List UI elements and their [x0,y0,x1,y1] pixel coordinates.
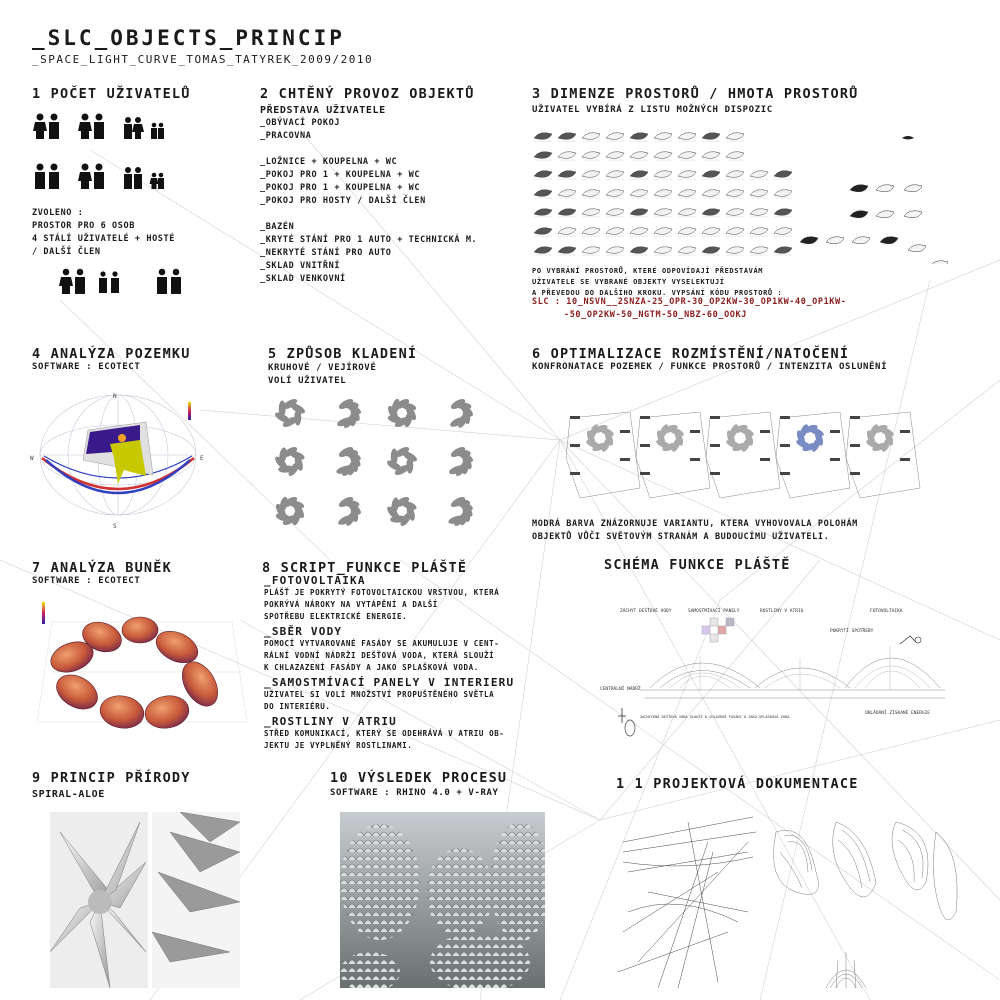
section-10-title: 10 VÝSLEDEK PROCESU [330,770,508,786]
volume-thumbnail [558,209,576,217]
volume-thumbnail [558,152,576,160]
volume-thumbnail [630,152,648,160]
volume-thumbnail [750,171,768,179]
person-pair-icon [33,114,59,140]
facade-function-heading: _SBĚR VODY [264,625,343,638]
layout-variant [385,495,418,528]
volume-thumbnail [582,133,600,141]
volume-thumbnail [558,133,576,141]
optimization-variant [776,412,850,498]
optimization-variant [706,412,780,498]
layout-variant [337,495,363,527]
volume-thumbnail [534,152,552,160]
volume-thumbnail [702,228,720,236]
volume-thumbnail [558,228,576,236]
volume-thumbnail [654,228,672,236]
facade-function-heading: _SAMOSTMÍVACÍ PANELY V INTERIERU [264,676,515,689]
compass-s: S [113,523,117,530]
volume-thumbnail [630,209,648,217]
selected-volume [880,237,898,244]
person-pair-icon [124,117,144,139]
volume-thumbnail [678,190,696,198]
section-9-title: 9 PRINCIP PŘÍRODY [32,770,191,786]
compass-n: N [113,393,117,400]
program-list [260,117,477,286]
layout-variant [449,397,475,429]
volume-thumbnail [534,247,552,255]
schema-label: ROSTLINY V ATRIU [760,609,804,614]
chosen-users-pictogram [58,268,198,298]
text-line: POMOCÍ VYTVAROVANÉ FASÁDY SE AKUMULUJE V CENT- [264,639,500,648]
page-subtitle: _SPACE_LIGHT_CURVE_TOMAS_TATYREK_2009/2010 [32,53,374,66]
program-spacer [260,208,477,221]
selected-volume [930,261,948,264]
section-6-note [532,518,858,544]
person-pair-icon [124,167,142,189]
volume-thumbnail [702,190,720,198]
text-line: VOLÍ UŽIVATEL [268,376,347,386]
section-4-title: 4 ANALÝZA POZEMKU [32,346,191,362]
volume-thumbnail [558,247,576,255]
choice-line: ZVOLENO : [32,208,84,218]
volume-thumbnail [750,247,768,255]
section-10-subtitle: SOFTWARE : RHINO 4.0 + V-RAY [330,788,499,798]
person-pair-icon [78,114,104,140]
volume-thumbnail [654,133,672,141]
volume-thumbnail [534,171,552,179]
volume-thumbnail [582,152,600,160]
section-11-title: 1 1 PROJEKTOVÁ DOKUMENTACE [616,776,859,792]
schema-label: ZACHYCENÁ DEŠŤOVÁ VODA SLOUŽÍ K CHLAZENÍ FASÁDY A JAKO SPLAŠKOVÁ VODA [640,715,790,719]
program-item: _PRACOVNA [260,131,312,141]
section-2-subtitle: PŘEDSTAVA UŽIVATELE [260,105,386,116]
schema-label: POKRYTÍ SPOTŘEBY [830,629,874,634]
optimization-variant [846,412,920,498]
volume-thumbnail [726,133,744,141]
volume-thumbnail [582,190,600,198]
child-pair-icon [151,123,164,139]
volume-thumbnail [678,228,696,236]
volume-thumbnail [678,171,696,179]
text-line: K CHLAZAZENÍ FASÁDY A JAKO SPLAŠKOVÁ VODA. [264,663,479,672]
volume-thumbnail [726,209,744,217]
facade-function-heading: _ROSTLINY V ATRIU [264,715,397,728]
volume-thumbnail [654,247,672,255]
volume-thumbnail [774,190,792,198]
volume-thumbnail [606,247,624,255]
schema-label: SAMOSTMÍVACÍ PANELY [688,609,740,614]
volume-thumbnail [534,209,552,217]
volume-thumbnail [726,152,744,160]
volume-thumbnail [750,209,768,217]
volume-thumbnail [678,133,696,141]
schema-label: CENTRÁLNÍ NÁDRŽ [600,687,641,692]
volume-thumbnail [726,228,744,236]
volume-thumbnail [606,152,624,160]
selected-volume [902,136,914,140]
space-volumes-catalog [530,122,960,264]
final-render [340,812,545,988]
layout-variant [447,495,474,528]
volume-thumbnail [630,247,648,255]
volume-thumbnail [774,247,792,255]
text-line: JEKTU JE VYPLNĚNÝ ROSTLINAMI. [264,741,413,750]
note-line: PO VYBRÁNÍ PROSTORŮ, KTERÉ ODPOVÍDAJÍ PŘEDSTAVÁM [532,267,764,275]
schema-label: FOTOVOLTAIKA [870,609,903,614]
choice-line: PROSTOR PRO 6 OSOB [32,221,135,231]
person-pair-icon [78,164,104,190]
volume-thumbnail [678,152,696,160]
layout-variants-grid [262,395,502,535]
layout-variant [448,445,475,478]
layout-variant [274,495,306,527]
layout-variant [386,397,418,429]
users-pictogram-grid [32,112,192,202]
section-7-subtitle: SOFTWARE : ECOTECT [32,576,141,586]
layout-variant [386,445,419,477]
volume-thumbnail [702,247,720,255]
documentation-drawing-2 [766,812,962,988]
layout-variant [335,445,362,478]
volume-thumbnail [606,190,624,198]
selected-volume [850,185,868,192]
volume-thumbnail [582,247,600,255]
volume-thumbnail [678,209,696,217]
program-item: _SKLAD VNITŘNÍ [260,261,341,271]
compass-w: W [30,455,34,462]
volume-thumbnail [774,171,792,179]
section-6-title: 6 OPTIMALIZACE ROZMÍSTĚNÍ/NATOČENÍ [532,346,850,362]
selected-volume [876,211,894,218]
note-line: MODRÁ BARVA ZNÁZORNUJE VARIANTU, KTERA VYHOVOVALA POLOHÁM [532,519,858,529]
site-analysis-diagram [28,380,208,530]
section-9-subtitle: SPIRAL-ALOE [32,789,105,800]
volume-thumbnail [534,133,552,141]
space-code [532,296,846,322]
volume-thumbnail [606,228,624,236]
space-code-line-1: SLC : 10_NSVN__2SNZA-25_OPR-30_OP2KW-30_OP1KW-40_OP1KW- [532,297,847,307]
optimization-variant [566,412,640,498]
program-item: _POKOJ PRO 1 + KOUPELNA + WC [260,183,421,193]
volume-thumbnail [606,133,624,141]
section-1-choice [32,207,175,259]
selected-volume [826,237,844,244]
volume-thumbnail [630,133,648,141]
text-line: DO INTERIÉRU. [264,702,331,711]
schema-label: UKLÁDÁNÍ ZÍSKANÉ ENERGIE [865,711,931,716]
section-3-title: 3 DIMENZE PROSTORŮ / HMOTA PROSTORŮ [532,86,859,102]
program-item: _BAZÉN [260,222,295,232]
documentation-drawing-1 [618,812,758,988]
text-line: RÁLNÍ VODNÍ NÁDRŽI DEŠŤOVÁ VODA, KTERÁ SLOUŽÍ [264,651,495,660]
section-4-subtitle: SOFTWARE : ECOTECT [32,362,141,372]
optimization-variant [636,412,710,498]
volume-thumbnail [726,171,744,179]
volume-thumbnail [678,247,696,255]
note-line: UŽIVATELE SE VYBRANÉ OBJEKTY VYSELEKTUJÍ [532,278,725,286]
text-line: STŘED KOMUNIKACÍ, KTERÝ SE ODEHRÁVÁ V ATRIU OB- [264,729,505,738]
volume-thumbnail [726,247,744,255]
volume-thumbnail [750,228,768,236]
text-line: PLÁŠŤ JE POKRYTÝ FOTOVOLTAICKOU VRSTVOU, KTERÁ [264,588,500,597]
compass-e: E [200,455,204,462]
section-3-subtitle: UŽIVATEL VYBÍRÁ Z LISTU MOŽNÝCH DISPOZIC [532,105,773,115]
volume-thumbnail [702,171,720,179]
note-line: A PŘEVEDOU DO DALŠÍHO KROKU. VYPSÁNÍ KÓDU PROSTORŮ : [532,289,783,297]
selected-volume [852,237,870,244]
volume-thumbnail [558,171,576,179]
volume-thumbnail [702,152,720,160]
volume-thumbnail [630,171,648,179]
volume-thumbnail [750,190,768,198]
text-line: SPOTŘEBU ELEKTRICKÉ ENERGIE. [264,612,408,621]
text-line: UŽIVATEL SI VOLÍ MNOŽSTVÍ PROPUŠTĚNÉHO SVĚTLA [264,690,495,699]
program-item: _OBÝVACÍ POKOJ [260,118,341,128]
section-8-text [264,574,594,752]
volume-thumbnail [558,190,576,198]
choice-line: / DALŠÍ ČLEN [32,247,101,257]
text-line: POKRÝVÁ NÁROKY NA VYTÁPĚNÍ A DALŠÍ [264,600,438,609]
volume-thumbnail [654,171,672,179]
volume-thumbnail [654,152,672,160]
layout-variant [274,397,307,429]
volume-thumbnail [534,228,552,236]
volume-thumbnail [606,171,624,179]
selected-volume [850,211,868,218]
facade-function-heading: _FOTOVOLTAIKA [264,574,366,587]
schema-label: ZÁCHYT DEŠŤOVÉ VODY [620,609,672,614]
program-item: _SKLAD VENKOVNÍ [260,274,346,284]
optimization-variants [560,398,960,508]
volume-thumbnail [702,209,720,217]
choice-line: 4 STÁLÍ UŽIVATELÉ + HOSTÉ [32,234,175,244]
child-pair-icon [150,173,165,189]
selected-volume [800,237,818,244]
program-item: _KRYTÉ STÁNÍ PRO 1 AUTO + TECHNICKÁ M. [260,235,478,245]
volume-thumbnail [582,209,600,217]
section-5-text [268,362,376,388]
program-item: _LOŽNICE + KOUPELNA + WC [260,157,398,167]
section-8-title: 8 SCRIPT_FUNKCE PLÁŠTĚ [262,560,468,576]
section-2-title: 2 CHTĚNÝ PROVOZ OBJEKTŮ [260,86,475,102]
note-line: OBJEKTŮ VŮČI SVĚTOVÝM STRANÁM A BUDOUCÍMU UŽIVATELI. [532,532,830,542]
section-7-title: 7 ANALÝZA BUNĚK [32,560,172,576]
schema-title: SCHÉMA FUNKCE PLÁŠTĚ [604,557,791,573]
volume-thumbnail [630,228,648,236]
section-3-notes [532,266,782,299]
layout-variant [336,397,363,430]
space-code-line-2: -50_OP2KW-50_NGTM-50_NBZ-60_OOKJ [564,310,747,320]
program-item: _POKOJ PRO 1 + KOUPELNA + WC [260,170,421,180]
section-6-subtitle: KONFRONATACE POZEMEK / FUNKCE PROSTORŮ / INTENZITA OSLUNĚNÍ [532,362,888,372]
volume-thumbnail [774,209,792,217]
selected-volume [904,211,922,218]
layout-variant [273,445,306,478]
volume-thumbnail [534,190,552,198]
selected-volume [908,245,926,252]
person-pair-icon [35,164,59,190]
volume-thumbnail [654,190,672,198]
volume-thumbnail [582,171,600,179]
volume-thumbnail [726,190,744,198]
volume-thumbnail [774,228,792,236]
text-line: KRUHOVÉ / VEJÍROVÉ [268,363,377,373]
program-spacer [260,143,477,156]
volume-thumbnail [654,209,672,217]
selected-volume [876,185,894,192]
facade-function-schema [600,598,960,748]
selected-volume [904,185,922,192]
program-item: _NEKRYTÉ STÁNÍ PRO AUTO [260,248,392,258]
volume-thumbnail [630,190,648,198]
spiral-aloe-photos [50,812,240,988]
volume-thumbnail [702,133,720,141]
section-5-title: 5 ZPŮSOB KLADENÍ [268,346,418,362]
cell-analysis-render [32,592,252,742]
section-1-title: 1 POČET UŽIVATELŮ [32,86,191,102]
page-title: _SLC_OBJECTS_PRINCIP [32,26,345,50]
volume-thumbnail [582,228,600,236]
volume-thumbnail [606,209,624,217]
program-item: _POKOJ PRO HOSTY / DALŠÍ ČLEN [260,196,426,206]
